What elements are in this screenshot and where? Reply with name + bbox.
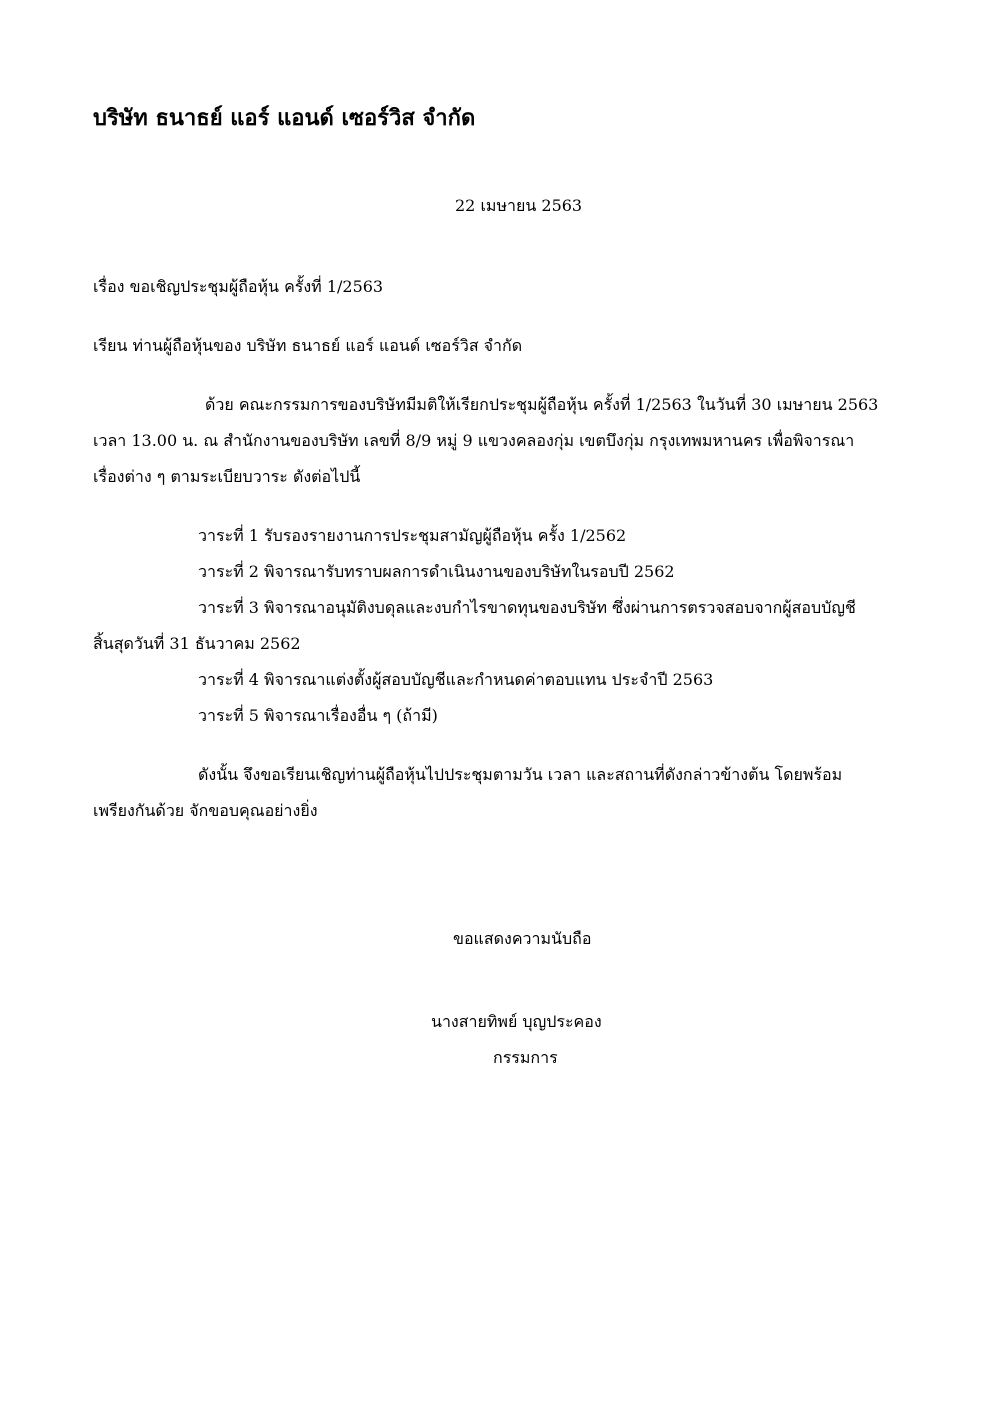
closing-line-1: ดังนั้น จึงขอเรียนเชิญท่านผู้ถือหุ้นไปประชุมตามวัน เวลา และสถานที่ดังกล่าวข้างต้น โดยพร้อม: [198, 765, 843, 784]
intro-line-2: เวลา 13.00 น. ณ สำนักงานของบริษัท เลขที่ 8/9 หมู่ 9 แขวงคลองกุ่ม เขตบึงกุ่ม กรุงเทพมหานคร เพื่อพิจารณา: [93, 431, 855, 450]
agenda-item-1: วาระที่ 1 รับรองรายงานการประชุมสามัญผู้ถือหุ้น ครั้ง 1/2562: [198, 526, 627, 545]
signer-name: นางสายทิพย์ บุญประคอง: [431, 1012, 602, 1031]
letter-subject: เรื่อง ขอเชิญประชุมผู้ถือหุ้น ครั้งที่ 1/2563: [93, 277, 384, 296]
intro-line-1: ด้วย คณะกรรมการของบริษัทมีมติให้เรียกประชุมผู้ถือหุ้น ครั้งที่ 1/2563 ในวันที่ 30 เมษายน 2563: [205, 395, 879, 414]
company-title: บริษัท ธนาธย์ แอร์ แอนด์ เซอร์วิส จำกัด: [93, 105, 476, 131]
intro-line-3: เรื่องต่าง ๆ ตามระเบียบวาระ ดังต่อไปนี้: [93, 467, 361, 486]
letter-recipient: เรียน ท่านผู้ถือหุ้นของ บริษัท ธนาธย์ แอร์ แอนด์ เซอร์วิส จำกัด: [93, 336, 523, 355]
agenda-item-5: วาระที่ 5 พิจารณาเรื่องอื่น ๆ (ถ้ามี): [198, 706, 438, 725]
agenda-item-3-line-2: สิ้นสุดวันที่ 31 ธันวาคม 2562: [93, 634, 301, 653]
agenda-item-3-line-1: วาระที่ 3 พิจารณาอนุมัติงบดุลและงบกำไรขาดทุนของบริษัท ซึ่งผ่านการตรวจสอบจากผู้สอบบัญชี: [198, 598, 856, 617]
agenda-item-4: วาระที่ 4 พิจารณาแต่งตั้งผู้สอบบัญชีและกำหนดค่าตอบแทน ประจำปี 2563: [198, 670, 714, 689]
signer-title: กรรมการ: [493, 1048, 558, 1067]
letter-date: 22 เมษายน 2563: [455, 196, 583, 215]
regards-text: ขอแสดงความนับถือ: [453, 929, 592, 948]
agenda-item-2: วาระที่ 2 พิจารณารับทราบผลการดำเนินงานของบริษัทในรอบปี 2562: [198, 562, 675, 581]
closing-line-2: เพรียงกันด้วย จักขอบคุณอย่างยิ่ง: [93, 801, 318, 820]
